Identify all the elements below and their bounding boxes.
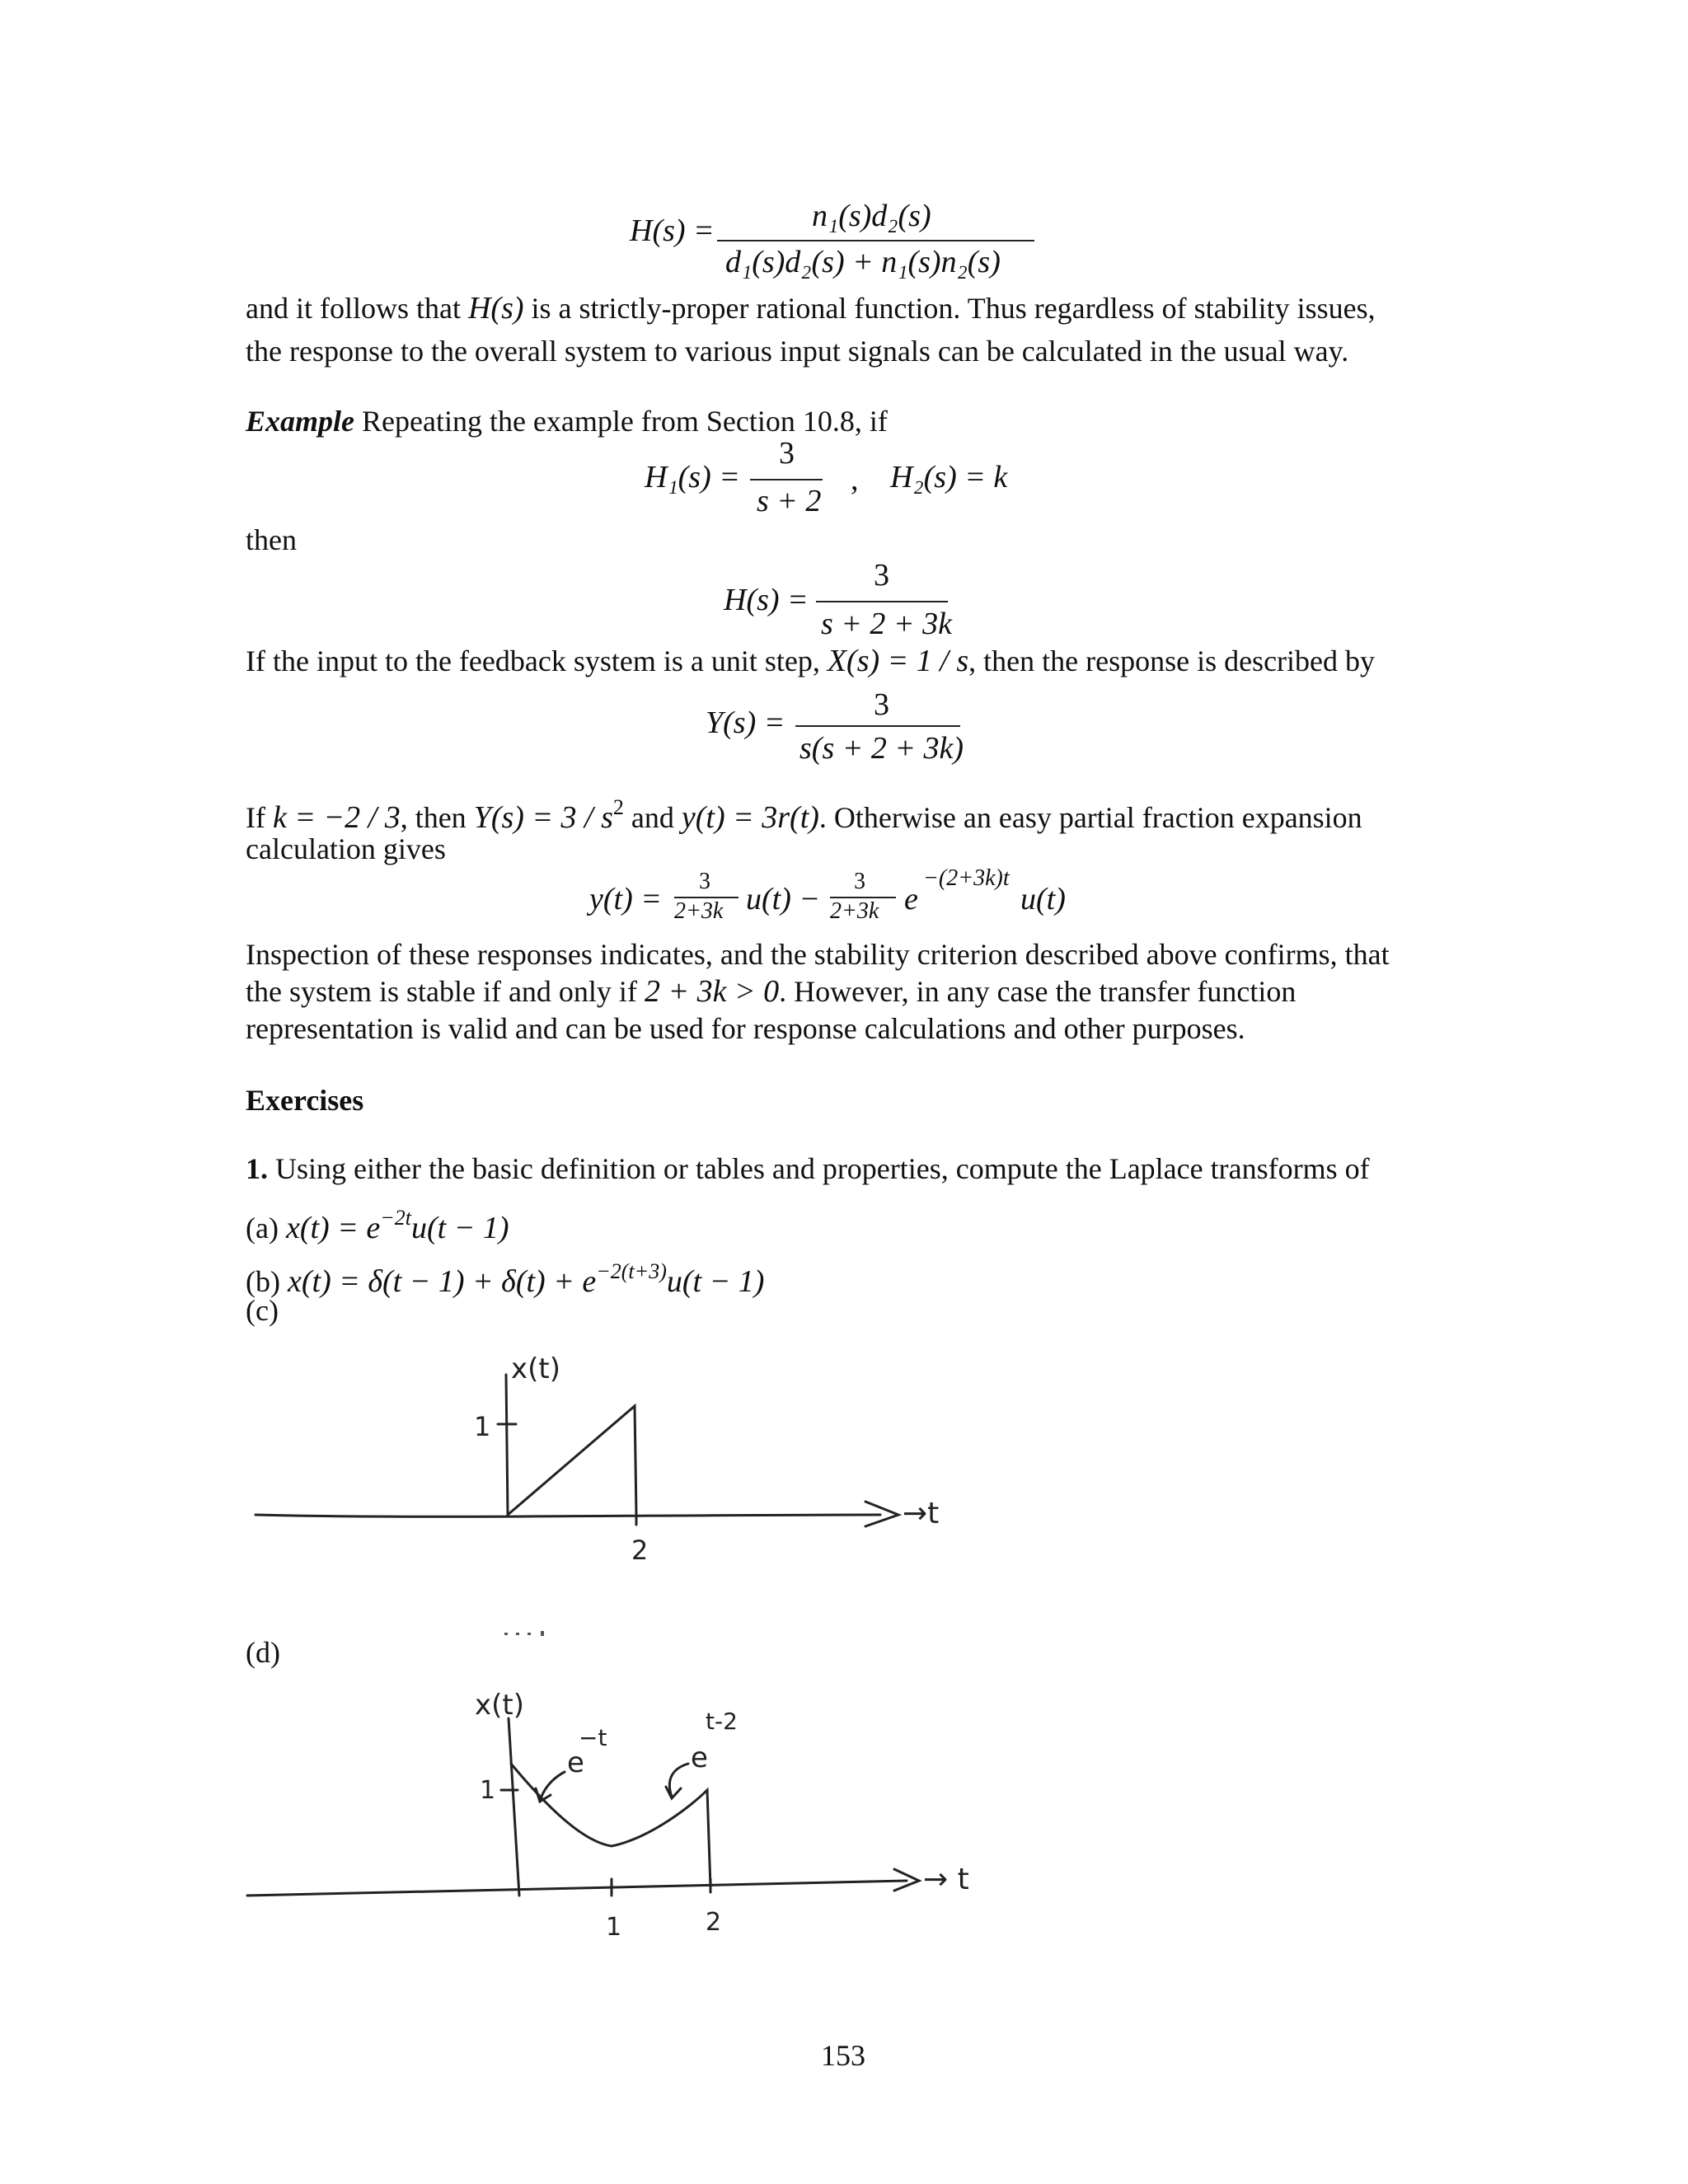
frac1-den: 2+3k — [674, 898, 724, 924]
eq-denominator: s + 2 — [757, 484, 822, 518]
eq-h2: H₂(s) = k — [890, 460, 1008, 494]
exercise-number: 1. — [246, 1152, 268, 1185]
eq-numerator: n₁(s)d₂(s) — [812, 199, 931, 233]
text: Using either the basic definition or tables and properties, compute the Laplace transforms of — [275, 1152, 1370, 1185]
text: If the input to the feedback system is a unit step, — [246, 644, 820, 677]
superscript: −2(t+3) — [596, 1259, 667, 1283]
inline-math: Y(s) = 3 / s — [473, 800, 613, 835]
superscript: 2 — [612, 795, 624, 819]
text: and it follows that — [246, 292, 461, 325]
text: Repeating the example from Section 10.8, if — [362, 405, 888, 438]
text: and — [631, 801, 674, 834]
sketch-d-y-axis — [509, 1718, 519, 1896]
eq-numerator: 3 — [874, 558, 889, 593]
sketch-d-curve — [511, 1764, 710, 1887]
inline-math: x(t) = δ(t − 1) + δ(t) + e — [287, 1264, 597, 1299]
superscript: −2t — [380, 1206, 411, 1230]
inline-math: X(s) = 1 / s — [827, 644, 969, 678]
page-number: 153 — [821, 2039, 865, 2072]
sketch-d-xtick2: 2 — [706, 1908, 722, 1937]
part-d-label: (d) — [246, 1636, 280, 1669]
inline-math: H(s) — [467, 291, 524, 326]
inline-math: k = −2 / 3 — [272, 800, 401, 835]
paragraph-line: representation is valid and can be used for response calculations and other purposes. — [246, 1012, 1245, 1045]
sketch-d-ann1-arrow — [536, 1772, 565, 1802]
sketch-d-ann2: e — [691, 1741, 708, 1774]
exp-base: e — [904, 882, 918, 916]
sketch-d-x-axis — [247, 1881, 907, 1896]
inline-math: x(t) = e — [285, 1211, 381, 1245]
inline-math: y(t) = 3r(t) — [681, 800, 819, 835]
sketch-c-ytick: 1 — [474, 1411, 491, 1442]
sketch-c-xtick: 2 — [631, 1535, 649, 1566]
sketch-d-ann2-arrow — [666, 1764, 688, 1798]
sketch-d-xlabel: → t — [923, 1863, 969, 1896]
eq-denominator: s + 2 + 3k — [821, 607, 952, 641]
text: , then the response is described by — [968, 644, 1376, 677]
paragraph-line: the response to the overall system to various input signals can be calculated in the usual way. — [246, 335, 1349, 368]
sketch-d-ann2-exp: t-2 — [706, 1708, 738, 1735]
part-label: (b) — [246, 1265, 280, 1298]
exercises-heading: Exercises — [246, 1084, 364, 1117]
exponent: −(2+3k)t — [923, 865, 1010, 891]
sketch-d-ytick: 1 — [480, 1776, 496, 1805]
part-label: (a) — [246, 1212, 279, 1244]
eq-lhs: y(t) = — [589, 882, 662, 916]
text: . Otherwise an easy partial fraction expansion — [818, 801, 1362, 834]
eq-lhs: H₁(s) = — [645, 460, 740, 494]
text: , then — [400, 801, 467, 834]
text: . However, in any case the transfer function — [779, 975, 1296, 1008]
inline-math: u(t − 1) — [411, 1211, 509, 1245]
eq-mid: u(t) − — [746, 882, 821, 916]
eq-lhs: H(s) = — [724, 583, 809, 617]
paragraph-line: calculation gives — [246, 832, 446, 865]
eq-lhs: H(s) = — [630, 213, 715, 248]
text: If — [246, 801, 265, 834]
sketch-c-xlabel: →t — [903, 1497, 940, 1530]
sketch-c-ylabel: x(t) — [511, 1352, 560, 1385]
sketch-d-xtick1: 1 — [606, 1913, 622, 1942]
part-c-label: (c) — [246, 1294, 279, 1327]
text: the system is stable if and only if — [246, 975, 637, 1008]
eq-numerator: 3 — [874, 687, 889, 722]
paragraph-line: Inspection of these responses indicates, and the stability criterion described above confirms, that — [246, 938, 1390, 971]
inline-math: 2 + 3k > 0 — [644, 974, 780, 1009]
example-label: Example — [246, 405, 354, 438]
eq-denominator: d₁(s)d₂(s) + n₁(s)n₂(s) — [725, 245, 1001, 279]
text: is a strictly-proper rational function. Thus regardless of stability issues, — [531, 292, 1376, 325]
frac2-den: 2+3k — [830, 898, 879, 924]
sketch-d-ann1: e — [567, 1746, 584, 1779]
frac1-num: 3 — [699, 869, 710, 894]
then-text: then — [246, 523, 297, 556]
frac2-num: 3 — [854, 869, 865, 894]
eq-lhs: Y(s) = — [706, 705, 785, 740]
inline-math: u(t − 1) — [666, 1264, 765, 1299]
sketch-d-ann1-exp: −t — [579, 1724, 607, 1751]
eq-tail: u(t) — [1020, 882, 1066, 916]
comma: , — [851, 462, 859, 497]
sketch-d-ylabel: x(t) — [475, 1689, 524, 1722]
eq-numerator: 3 — [779, 436, 795, 471]
eq-denominator: s(s + 2 + 3k) — [799, 731, 964, 766]
